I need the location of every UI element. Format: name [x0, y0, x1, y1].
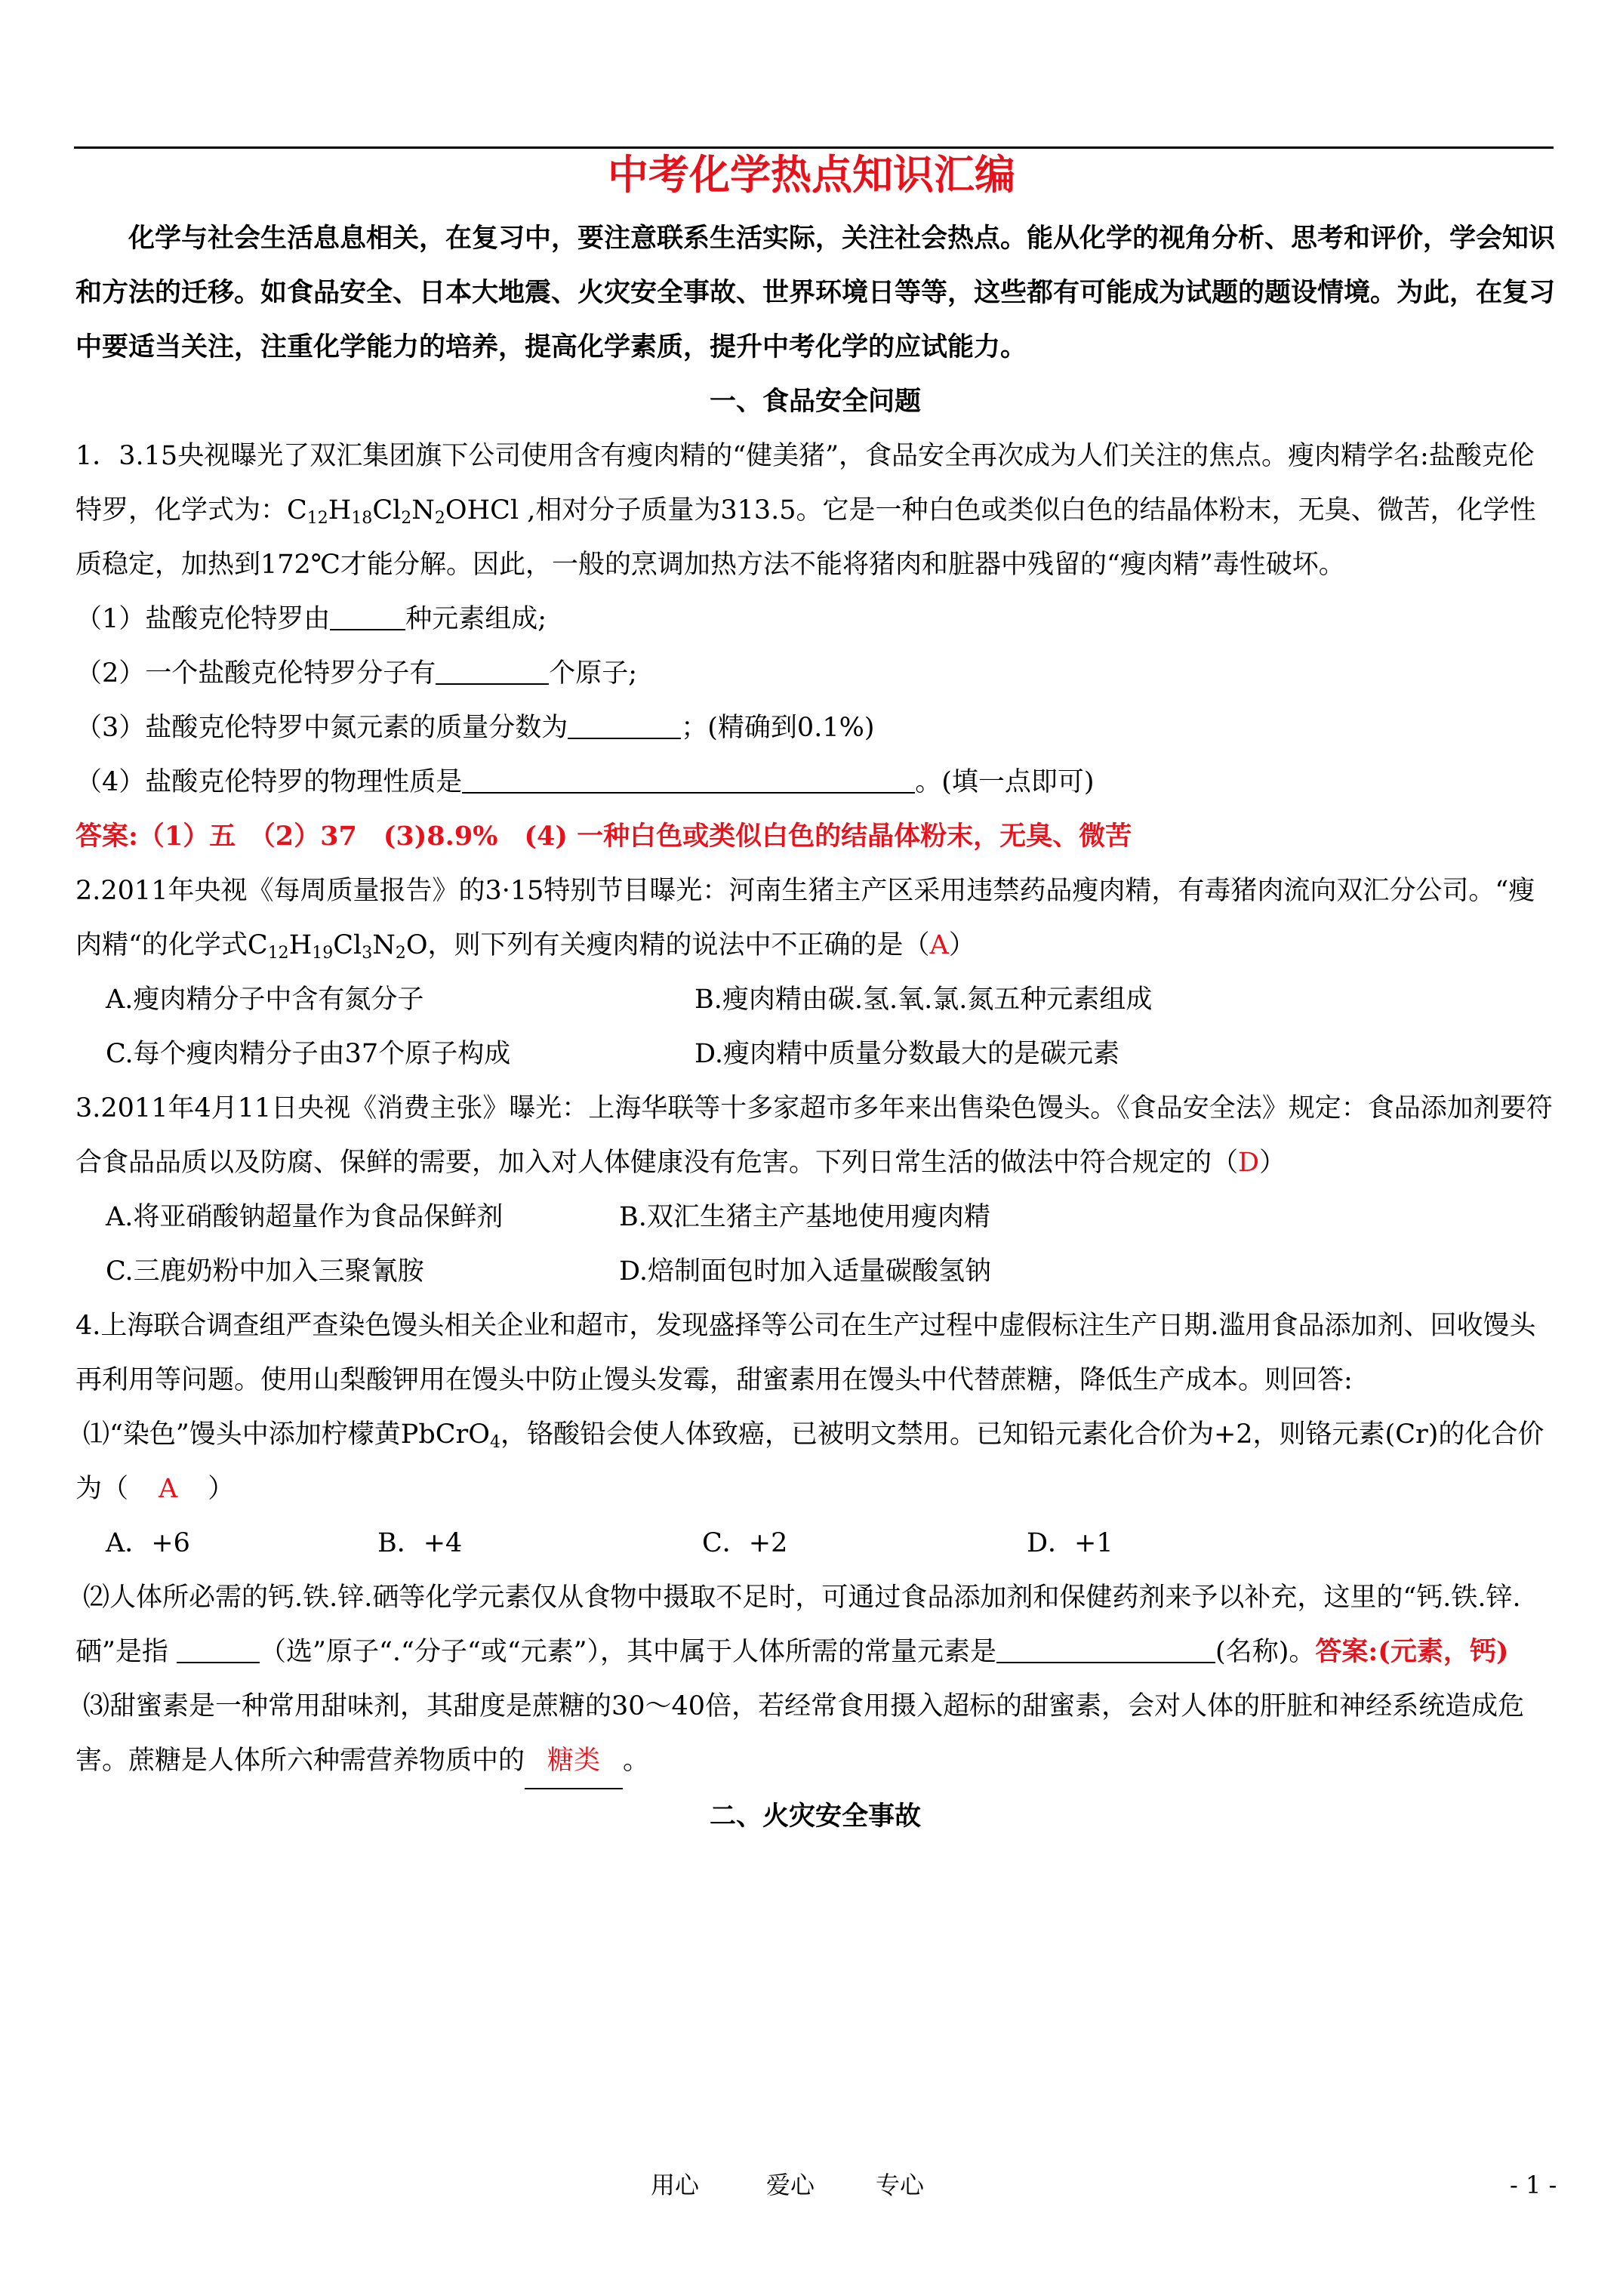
- answer-blank[interactable]: [330, 606, 405, 630]
- question-1: 1．3.15央视曝光了双汇集团旗下公司使用含有瘦肉精的“健美猪”，食品安全再次成为人们关注的焦点。瘦肉精学名:盐酸克伦特罗，化学式为：$C_{12}H_{18}Cl_2N_2OHCl$ ,相对分子质量为313.5。它是一种白色或类似白色的结晶体粉末，无臭、微苦，化学性质稳定，加热到172℃才能分解。因此，一般的烹调加热方法不能将猪肉和脏器中残留的“瘦肉精”毒性破坏。: [75, 441, 1536, 580]
- answer-blank[interactable]: [568, 715, 681, 739]
- answer-blank[interactable]: [996, 1639, 1215, 1663]
- question-3-answer: D: [1238, 1148, 1260, 1178]
- question-1-part-1: （1）盐酸克伦特罗由 种元素组成;: [75, 604, 547, 634]
- question-4-options: [75, 1516, 1555, 1570]
- question-4-part-1-answer: A: [159, 1474, 178, 1504]
- document-body: [75, 211, 1555, 1844]
- option-d: D.焙制面包时加入适量碳酸氢钠: [619, 1256, 991, 1287]
- option-a: A.将亚硝酸钠超量作为食品保鲜剂: [106, 1202, 504, 1232]
- question-3: 3.2011年4月11日央视《消费主张》曝光：上海华联等十多家超市多年来出售染色馒头。《食品安全法》规定：食品添加剂要符合食品品质以及防腐、保鲜的需要，加入对人体健康没有危害。下列日常生活的做法中符合规定的（D）: [75, 1093, 1553, 1178]
- question-3-options-row-1: [75, 1190, 1555, 1244]
- page-number: - 1 -: [1510, 2171, 1557, 2199]
- option-b: B.瘦肉精由碳.氢.氧.氯.氮五种元素组成: [694, 985, 1153, 1015]
- answer-blank[interactable]: [436, 661, 549, 685]
- question-2-options-row-1: [75, 972, 1555, 1027]
- option-d: D．+1: [1027, 1528, 1113, 1558]
- answer-blank[interactable]: [462, 769, 915, 794]
- option-d: D.瘦肉精中质量分数最大的是碳元素: [694, 1039, 1119, 1069]
- footer-text-1: 用心: [651, 2171, 700, 2199]
- option-c: C.每个瘦肉精分子由37个原子构成: [106, 1039, 511, 1069]
- footer-text-3: 专心: [876, 2171, 925, 2199]
- question-4: 4.上海联合调查组严查染色馒头相关企业和超市，发现盛择等公司在生产过程中虚假标注生产日期.滥用食品添加剂、回收馒头再利用等问题。使用山梨酸钾用在馒头中防止馒头发霉，甜蜜素用在馒头中代替蔗糖，降低生产成本。则回答:: [75, 1311, 1536, 1395]
- page-title: 中考化学热点知识汇编: [608, 150, 1015, 199]
- question-4-part-3-answer: 糖类: [525, 1734, 623, 1789]
- question-2-options-row-2: [75, 1027, 1555, 1081]
- question-4-part-2: ⑵人体所必需的钙.铁.锌.硒等化学元素仅从食物中摄取不足时，可通过食品添加剂和保健药剂来予以补充，这里的“钙.铁.锌.硒”是指 （选”原子“.“分子“或“元素”），其中属于人体所需的常量元素是 (名称)。答案:(元素，钙): [75, 1583, 1521, 1667]
- question-1-part-4: （4）盐酸克伦特罗的物理性质是 。(填一点即可): [75, 767, 1095, 797]
- question-4-part-2-answer: 答案:(元素，钙): [1315, 1636, 1509, 1667]
- intro-paragraph: 化学与社会生活息息相关，在复习中，要注意联系生活实际，关注社会热点。能从化学的视角分析、思考和评价，学会知识和方法的迁移。如食品安全、日本大地震、火灾安全事故、世界环境日等等，这些都有可能成为试题的题设情境。为此，在复习中要适当关注，注重化学能力的培养，提高化学素质，提升中考化学的应试能力。: [75, 223, 1556, 362]
- section-heading-1: 一、食品安全问题: [709, 386, 921, 417]
- question-2-answer: A: [929, 930, 949, 960]
- question-1-part-3: （3）盐酸克伦特罗中氮元素的质量分数为 ；(精确到0.1%): [75, 713, 875, 743]
- option-c: C．+2: [702, 1528, 788, 1558]
- answer-blank[interactable]: [177, 1639, 260, 1663]
- question-1-part-2: （2）一个盐酸克伦特罗分子有 个原子;: [75, 658, 638, 689]
- question-3-options-row-2: [75, 1244, 1555, 1299]
- question-4-part-3: ⑶甜蜜素是一种常用甜味剂，其甜度是蔗糖的30～40倍，若经常食用摄入超标的甜蜜素，会对人体的肝脏和神经系统造成危害。蔗糖是人体所六种需营养物质中的 糖类 。: [75, 1679, 1555, 1789]
- footer-text-2: 爱心: [766, 2171, 815, 2199]
- option-a: A.瘦肉精分子中含有氮分子: [106, 985, 424, 1015]
- option-c: C.三鹿奶粉中加入三聚氰胺: [106, 1256, 424, 1287]
- question-1-answer: 答案:（1）五 （2）37 (3)8.9% (4) 一种白色或类似白色的结晶体粉末，无臭、微苦: [75, 821, 1132, 852]
- option-a: A．+6: [106, 1528, 190, 1558]
- option-b: B．+4: [377, 1528, 463, 1558]
- question-4-part-1: ⑴“染色”馒头中添加柠檬黄PbCrO$_4$，铬酸铅会使人体致癌，已被明文禁用。已知铅元素化合价为+2，则铬元素(Cr)的化合价为（ A ）: [75, 1419, 1544, 1504]
- option-b: B.双汇生猪主产基地使用瘦肉精: [619, 1202, 990, 1232]
- question-2: 2.2011年央视《每周质量报告》的3·15特别节目曝光：河南生猪主产区采用违禁药品瘦肉精，有毒猪肉流向双汇分公司。“瘦肉精“的化学式$C_{12}H_{19}Cl_3N_2O$，则下列有关瘦肉精的说法中不正确的是（A）: [75, 876, 1535, 963]
- section-heading-2: 二、火灾安全事故: [709, 1801, 921, 1832]
